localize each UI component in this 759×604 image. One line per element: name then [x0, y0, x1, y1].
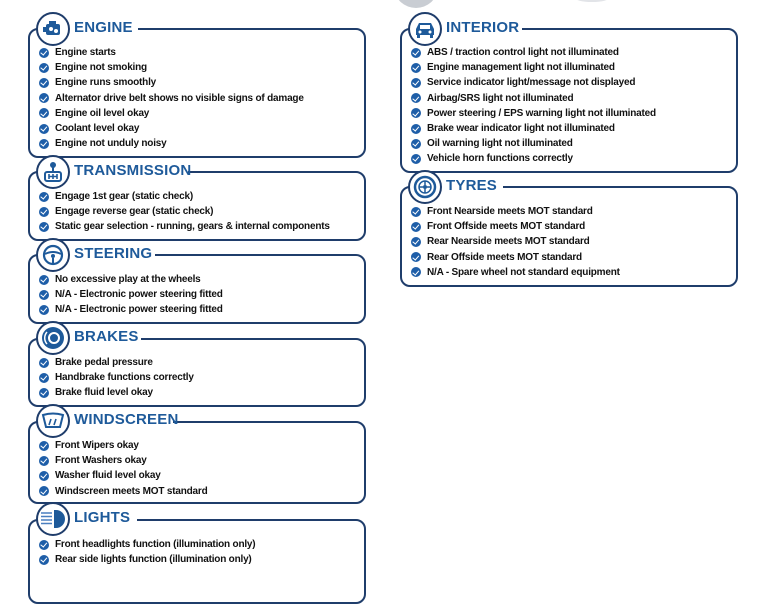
brakes-checklist — [39, 355, 194, 401]
check-circle-icon — [39, 78, 49, 88]
checklist-item-label: Rear Offside meets MOT standard — [427, 251, 582, 263]
checklist-item-label: Brake wear indicator light not illuminated — [427, 123, 615, 135]
interior-title: INTERIOR — [446, 19, 520, 36]
checklist-item — [39, 45, 304, 60]
check-circle-icon — [411, 267, 421, 277]
check-circle-icon — [39, 48, 49, 58]
checklist-item-label: Front Offside meets MOT standard — [427, 221, 586, 233]
steering-wheel-icon — [36, 238, 70, 272]
check-circle-icon — [39, 192, 49, 202]
checklist-item — [39, 121, 304, 136]
engine-title: ENGINE — [74, 19, 133, 36]
checklist-item — [39, 385, 194, 400]
partial-shape — [575, 0, 609, 2]
checklist-item-label: N/A - Electronic power steering fitted — [55, 289, 223, 301]
checklist-item — [411, 250, 620, 265]
checklist-item-label: Engine not smoking — [55, 62, 147, 74]
checklist-item — [411, 91, 656, 106]
checklist-item-label: Service indicator light/message not displayed — [427, 77, 636, 89]
check-circle-icon — [39, 540, 49, 550]
checklist-item-label: Vehicle horn functions correctly — [427, 153, 573, 165]
check-circle-icon — [411, 222, 421, 232]
checklist-item — [411, 265, 620, 280]
check-circle-icon — [411, 78, 421, 88]
checklist-item-label: Engine runs smoothly — [55, 77, 157, 89]
checklist-item — [39, 60, 304, 75]
check-circle-icon — [39, 207, 49, 217]
checklist-item — [411, 75, 656, 90]
check-circle-icon — [39, 93, 49, 103]
check-circle-icon — [411, 124, 421, 134]
engine-icon — [36, 12, 70, 46]
check-circle-icon — [39, 139, 49, 149]
check-circle-icon — [39, 124, 49, 134]
checklist-item — [39, 272, 223, 287]
engine-checklist — [39, 45, 304, 151]
windscreen-checklist — [39, 438, 207, 499]
checklist-item-label: Brake pedal pressure — [55, 357, 153, 369]
check-circle-icon — [39, 441, 49, 451]
checklist-item-label: Coolant level okay — [55, 123, 140, 135]
check-circle-icon — [411, 48, 421, 58]
checklist-item-label: Washer fluid level okay — [55, 470, 161, 482]
checklist-item-label: Engage reverse gear (static check) — [55, 206, 214, 218]
checklist-item-label: Airbag/SRS light not illuminated — [427, 92, 574, 104]
check-circle-icon — [39, 388, 49, 398]
checklist-item — [39, 302, 223, 317]
brake-disc-icon — [36, 321, 70, 355]
windscreen-title: WINDSCREEN — [74, 411, 179, 428]
checklist-item — [39, 355, 194, 370]
tyres-checklist — [411, 204, 620, 280]
checklist-item-label: Engine starts — [55, 47, 116, 59]
lights-checklist — [39, 537, 255, 567]
tyre-icon — [408, 170, 442, 204]
transmission-title: TRANSMISSION — [74, 162, 192, 179]
checklist-item-label: Engage 1st gear (static check) — [55, 191, 193, 203]
checklist-item — [39, 189, 330, 204]
check-circle-icon — [411, 63, 421, 73]
checklist-item — [411, 234, 620, 249]
check-circle-icon — [39, 486, 49, 496]
checklist-item — [411, 136, 656, 151]
checklist-item — [39, 75, 304, 90]
check-circle-icon — [411, 252, 421, 262]
interior-checklist — [411, 45, 656, 167]
partial-icon-circle — [395, 0, 437, 8]
check-circle-icon — [411, 207, 421, 217]
check-circle-icon — [39, 471, 49, 481]
checklist-item-label: Alternator drive belt shows no visible signs of damage — [55, 92, 304, 104]
checklist-item — [39, 106, 304, 121]
checklist-item-label: ABS / traction control light not illuminated — [427, 47, 619, 59]
checklist-item — [39, 219, 330, 234]
checklist-item-label: No excessive play at the wheels — [55, 274, 201, 286]
brakes-title: BRAKES — [74, 328, 139, 345]
checklist-item — [39, 453, 207, 468]
checklist-item-label: Front Wipers okay — [55, 440, 139, 452]
check-circle-icon — [39, 456, 49, 466]
checklist-item — [411, 60, 656, 75]
checklist-item-label: N/A - Spare wheel not standard equipment — [427, 266, 620, 278]
checklist-item — [39, 484, 207, 499]
checklist-item-label: Front headlights function (illumination only) — [55, 539, 256, 551]
steering-title: STEERING — [74, 245, 153, 262]
checklist-item-label: Handbrake functions correctly — [55, 372, 194, 384]
tyres-title: TYRES — [446, 177, 498, 194]
check-circle-icon — [39, 63, 49, 73]
gear-shift-icon — [36, 155, 70, 189]
check-circle-icon — [39, 305, 49, 315]
checklist-item-label: Rear Nearside meets MOT standard — [427, 236, 590, 248]
checklist-item — [39, 438, 207, 453]
checklist-item — [411, 151, 656, 166]
checklist-item-label: Brake fluid level okay — [55, 387, 153, 399]
headlight-icon — [36, 502, 70, 536]
checklist-item-label: Windscreen meets MOT standard — [55, 485, 208, 497]
car-icon — [408, 12, 442, 46]
checklist-item — [39, 204, 330, 219]
checklist-item — [39, 537, 255, 552]
check-circle-icon — [39, 222, 49, 232]
check-circle-icon — [411, 237, 421, 247]
checklist-item-label: Engine not unduly noisy — [55, 138, 167, 150]
windscreen-icon — [36, 404, 70, 438]
checklist-item-label: Static gear selection - running, gears & internal components — [55, 221, 330, 233]
check-circle-icon — [39, 108, 49, 118]
checklist-item — [39, 287, 223, 302]
lights-title: LIGHTS — [74, 509, 131, 526]
steering-checklist — [39, 272, 223, 318]
check-circle-icon — [39, 275, 49, 285]
checklist-item-label: Oil warning light not illuminated — [427, 138, 573, 150]
check-circle-icon — [411, 154, 421, 164]
checklist-item-label: Rear side lights function (illumination only) — [55, 554, 252, 566]
checklist-item — [411, 121, 656, 136]
checklist-item-label: Front Nearside meets MOT standard — [427, 206, 593, 218]
checklist-item-label: N/A - Electronic power steering fitted — [55, 304, 223, 316]
check-circle-icon — [411, 139, 421, 149]
check-circle-icon — [411, 93, 421, 103]
check-circle-icon — [39, 373, 49, 383]
checklist-item — [39, 468, 207, 483]
transmission-checklist — [39, 189, 330, 235]
checklist-item — [39, 136, 304, 151]
check-circle-icon — [411, 108, 421, 118]
checklist-item — [39, 91, 304, 106]
checklist-item-label: Front Washers okay — [55, 455, 147, 467]
check-circle-icon — [39, 290, 49, 300]
checklist-item-label: Engine oil level okay — [55, 107, 150, 119]
checklist-item — [411, 45, 656, 60]
checklist-item — [411, 204, 620, 219]
check-circle-icon — [39, 358, 49, 368]
check-circle-icon — [39, 555, 49, 565]
checklist-item — [411, 219, 620, 234]
checklist-item-label: Power steering / EPS warning light not illuminated — [427, 107, 656, 119]
checklist-item — [39, 552, 255, 567]
checklist-item — [411, 106, 656, 121]
checklist-item — [39, 370, 194, 385]
checklist-item-label: Engine management light not illuminated — [427, 62, 615, 74]
